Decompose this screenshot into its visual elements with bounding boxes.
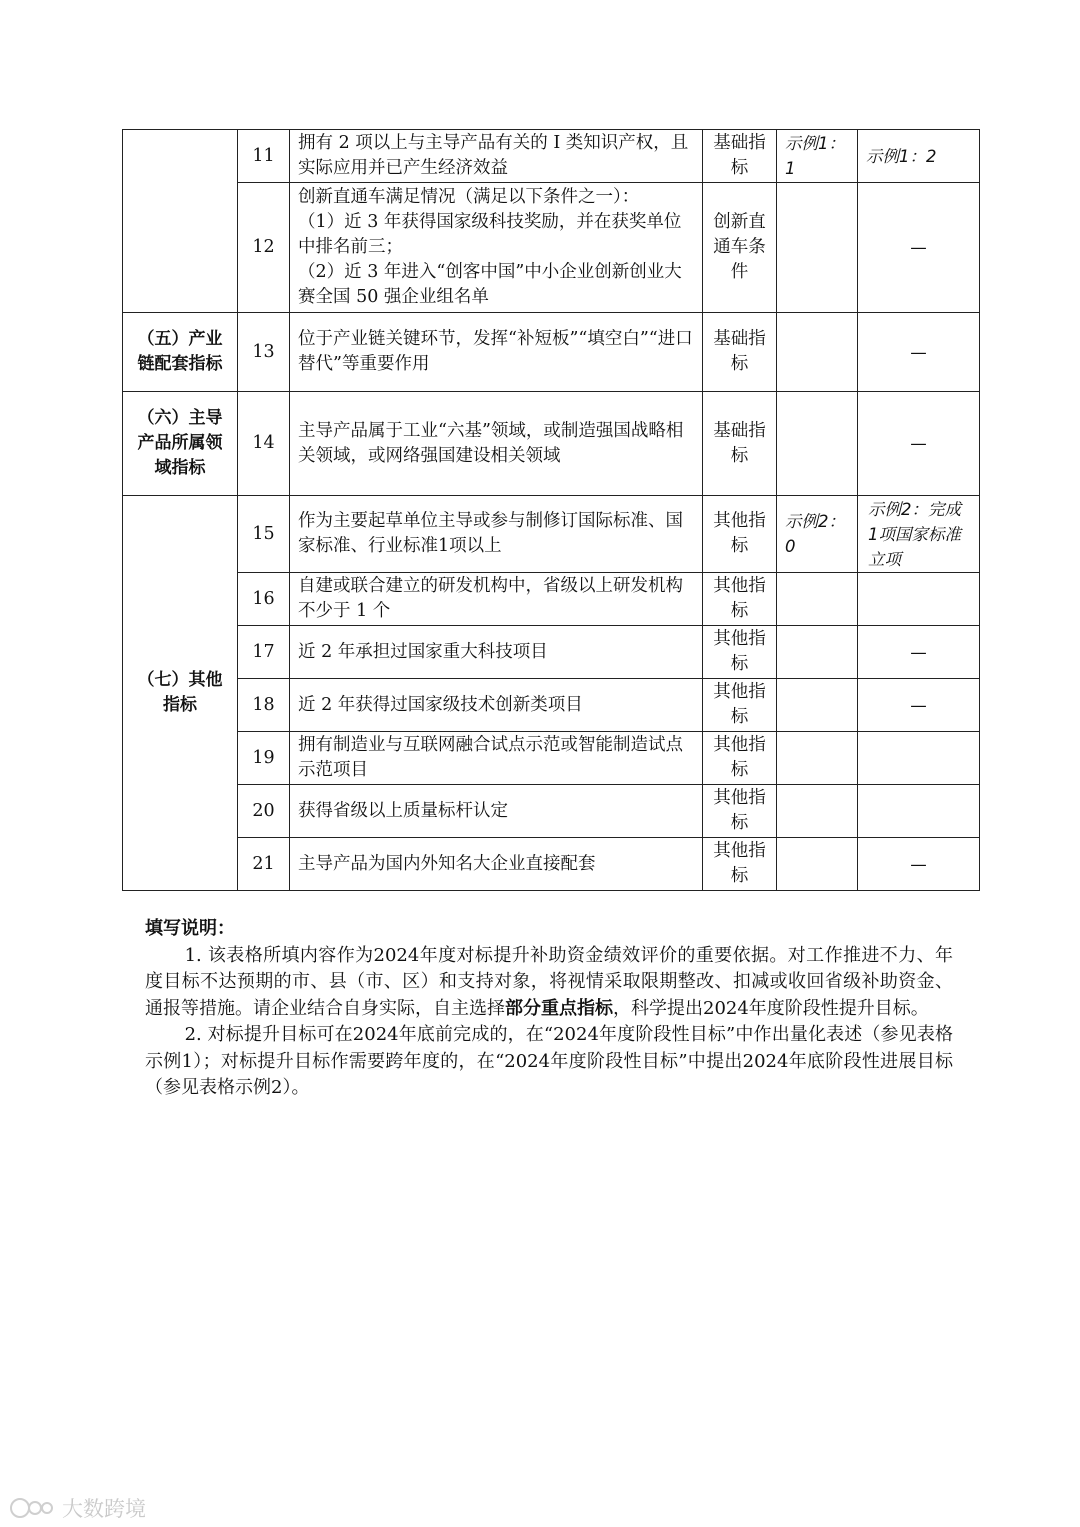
table-row	[123, 626, 980, 679]
instruction-text: 1. 该表格所填内容作为2024年度对标提升补助资金绩效评价的重要依据。对工作推进不力、年度目标不达预期的市、县（市、区）和支持对象，将视情采取限期整改、扣减或收回省级补助资金、通报等措施。请企业结合自身实际，自主选择	[145, 944, 953, 1019]
indicator-description: 近 2 年承担过国家重大科技项目	[290, 626, 703, 679]
current-value	[777, 183, 858, 313]
indicator-description: 获得省级以上质量标杆认定	[290, 785, 703, 838]
indicator-type: 其他指标	[703, 679, 777, 732]
table-row	[123, 679, 980, 732]
indicator-type: 其他指标	[703, 626, 777, 679]
row-number: 16	[238, 573, 290, 626]
target-value: 示例2：完成1项国家标准立项	[858, 496, 980, 573]
indicator-description: 拥有 2 项以上与主导产品有关的 I 类知识产权，且实际应用并已产生经济效益	[290, 130, 703, 183]
category-label: （七）其他指标	[123, 496, 238, 891]
instruction-emphasis: 部分重点指标	[505, 997, 613, 1019]
table-row	[123, 313, 980, 392]
desc-line: 创新直通车满足情况（满足以下条件之一）：	[298, 187, 640, 207]
current-value	[777, 679, 858, 732]
row-number: 14	[238, 392, 290, 496]
table-row	[123, 496, 980, 573]
table-row	[123, 838, 980, 891]
instructions-heading: 填写说明：	[145, 918, 235, 939]
current-value	[777, 732, 858, 785]
current-value	[777, 313, 858, 392]
watermark-text: 大数跨境	[62, 1497, 146, 1521]
indicator-description: 拥有制造业与互联网融合试点示范或智能制造试点示范项目	[290, 732, 703, 785]
target-value: —	[858, 392, 980, 496]
row-number: 13	[238, 313, 290, 392]
target-value: 示例1：2	[858, 130, 980, 183]
instructions	[145, 916, 953, 1102]
indicator-type: 基础指标	[703, 313, 777, 392]
table-row	[123, 130, 980, 183]
table-row	[123, 392, 980, 496]
row-number: 12	[238, 183, 290, 313]
row-number: 15	[238, 496, 290, 573]
indicator-description: 自建或联合建立的研发机构中，省级以上研发机构不少于 1 个	[290, 573, 703, 626]
current-value: 示例1：1	[777, 130, 858, 183]
indicator-description: 位于产业链关键环节，发挥“补短板”“填空白”“进口替代”等重要作用	[290, 313, 703, 392]
watermark-logo-icon	[8, 1495, 56, 1521]
target-value: —	[858, 679, 980, 732]
indicator-type: 其他指标	[703, 838, 777, 891]
indicator-type: 其他指标	[703, 732, 777, 785]
target-value: —	[858, 626, 980, 679]
table-row	[123, 573, 980, 626]
target-value	[858, 573, 980, 626]
row-number: 20	[238, 785, 290, 838]
current-value	[777, 838, 858, 891]
instruction-paragraph-2: 2. 对标提升目标可在2024年底前完成的，在“2024年度阶段性目标”中作出量化表述（参见表格示例1）；对标提升目标作需要跨年度的，在“2024年度阶段性目标”中提出2024年底阶段性进展目标（参见表格示例2）。	[145, 1024, 953, 1098]
current-value	[777, 573, 858, 626]
indicator-type: 基础指标	[703, 392, 777, 496]
indicator-description: 主导产品为国内外知名大企业直接配套	[290, 838, 703, 891]
indicator-type: 创新直通车条件	[703, 183, 777, 313]
indicator-table	[122, 129, 980, 891]
desc-line: （2）近 3 年进入“创客中国”中小企业创新创业大赛全国 50 强企业组名单	[298, 262, 682, 307]
target-value	[858, 785, 980, 838]
current-value	[777, 785, 858, 838]
target-value: —	[858, 313, 980, 392]
watermark	[8, 1493, 146, 1523]
indicator-type: 基础指标	[703, 130, 777, 183]
indicator-description: 作为主要起草单位主导或参与制修订国际标准、国家标准、行业标准1项以上	[290, 496, 703, 573]
target-value	[858, 732, 980, 785]
target-value: —	[858, 838, 980, 891]
row-number: 11	[238, 130, 290, 183]
indicator-type: 其他指标	[703, 496, 777, 573]
category-label: （六）主导产品所属领域指标	[123, 392, 238, 496]
instruction-paragraph-1	[145, 943, 953, 1023]
row-number: 21	[238, 838, 290, 891]
desc-line: （1）近 3 年获得国家级科技奖励，并在获奖单位中排名前三；	[298, 212, 682, 257]
current-value	[777, 626, 858, 679]
indicator-description	[290, 183, 703, 313]
indicator-type: 其他指标	[703, 785, 777, 838]
indicator-type: 其他指标	[703, 573, 777, 626]
row-number: 18	[238, 679, 290, 732]
indicator-description: 主导产品属于工业“六基”领域，或制造强国战略相关领域，或网络强国建设相关领域	[290, 392, 703, 496]
category-cell-empty	[123, 130, 238, 313]
current-value	[777, 392, 858, 496]
instruction-text: ，科学提出2024年度阶段性提升目标。	[613, 997, 929, 1019]
row-number: 17	[238, 626, 290, 679]
target-value: —	[858, 183, 980, 313]
table-row	[123, 785, 980, 838]
row-number: 19	[238, 732, 290, 785]
table-row	[123, 183, 980, 313]
indicator-description: 近 2 年获得过国家级技术创新类项目	[290, 679, 703, 732]
table-row	[123, 732, 980, 785]
category-label: （五）产业链配套指标	[123, 313, 238, 392]
current-value: 示例2：0	[777, 496, 858, 573]
